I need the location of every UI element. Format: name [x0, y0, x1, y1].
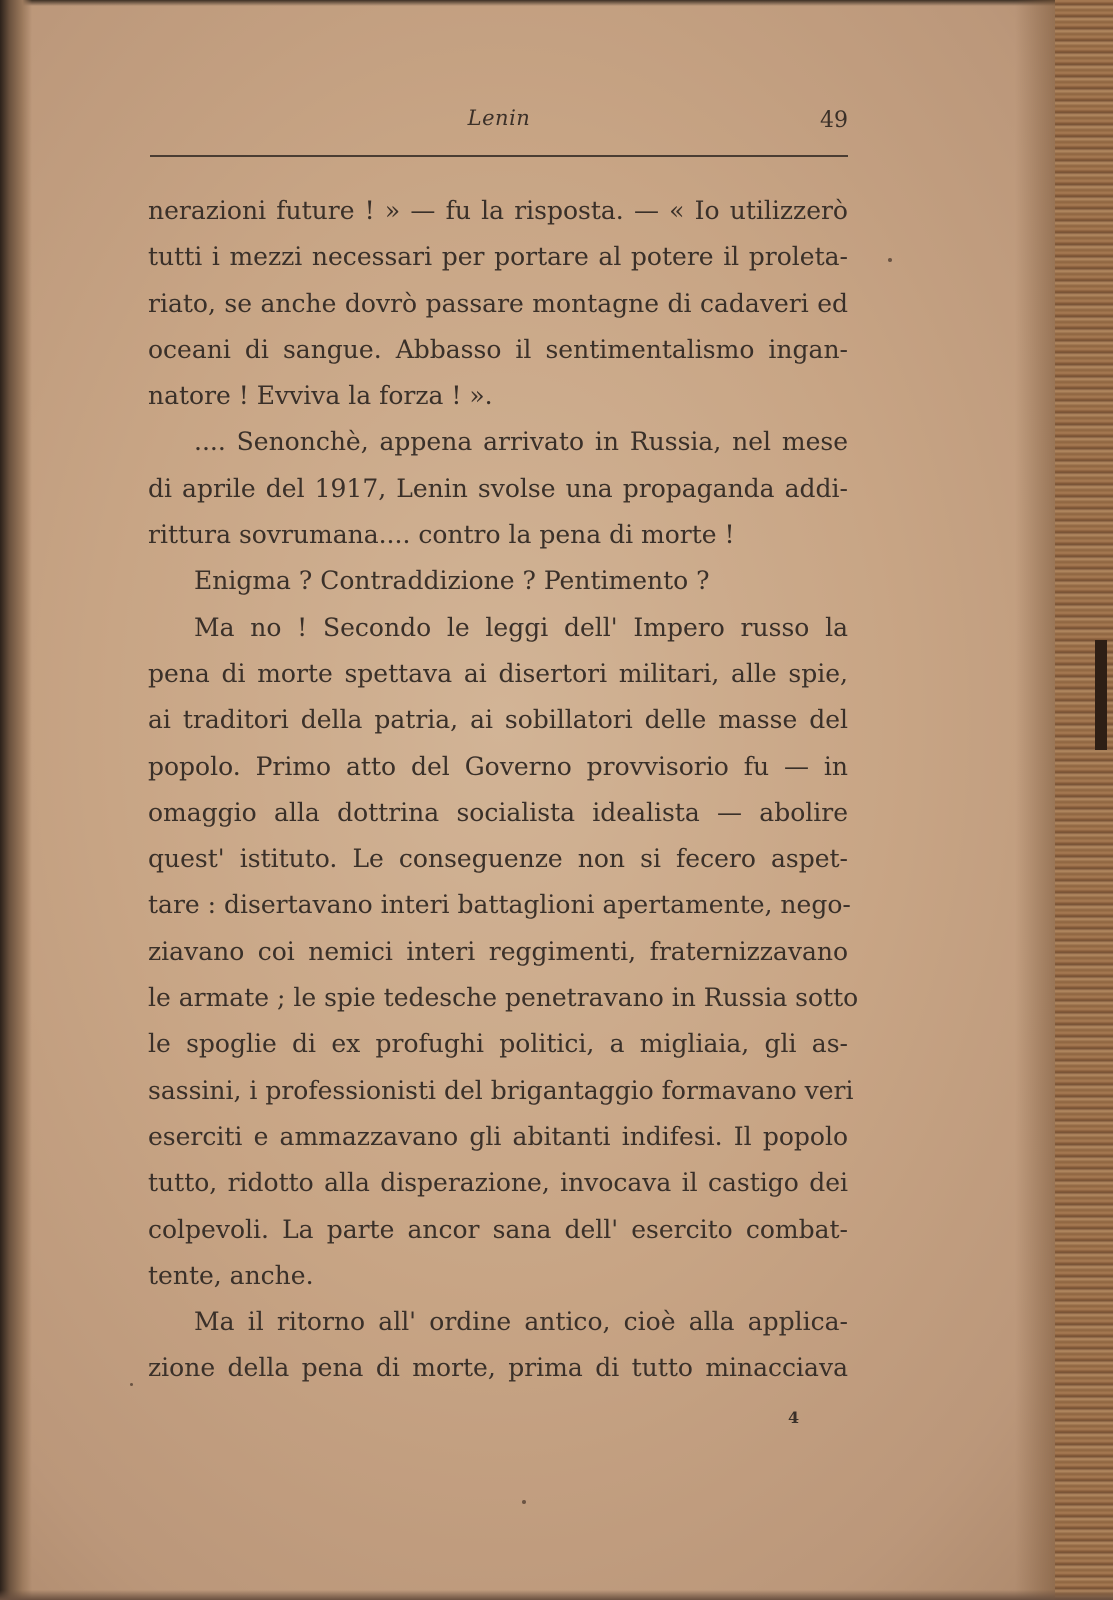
text-line: zione della pena di morte, prima di tutto minacciava — [148, 1353, 848, 1383]
text-line: omaggio alla dottrina socialista idealista — abolire — [148, 797, 848, 827]
text-line: rittura sovrumana.... contro la pena di morte ! — [148, 520, 735, 550]
text-line: di aprile del 1917, Lenin svolse una propaganda addi- — [148, 473, 848, 503]
text-line: eserciti e ammazzavano gli abitanti indifesi. Il popolo — [148, 1121, 848, 1151]
text-line: pena di morte spettava ai disertori militari, alle spie, — [148, 658, 848, 688]
text-line: natore ! Evviva la forza ! ». — [148, 381, 493, 411]
spine-shadow — [1015, 0, 1055, 1600]
text-line: le spoglie di ex profughi politici, a migliaia, gli as- — [148, 1029, 848, 1059]
page-header — [150, 100, 848, 140]
page-bottom-edge — [0, 1590, 1113, 1600]
paper-speck — [888, 258, 892, 262]
text-line: tutto, ridotto alla disperazione, invocava il castigo dei — [148, 1168, 848, 1198]
text-line: sassini, i professionisti del brigantaggio formavano veri — [148, 1075, 854, 1105]
text-line: Enigma ? Contraddizione ? Pentimento ? — [194, 566, 710, 596]
paper-speck — [522, 1500, 526, 1504]
text-line: ai traditori della patria, ai sobillatori delle masse del — [148, 705, 848, 735]
text-line: tare : disertavano interi battaglioni apertamente, nego- — [148, 890, 851, 920]
text-line: ziavano coi nemici interi reggimenti, fraternizzavano — [148, 936, 848, 966]
signature-mark: 4 — [788, 1408, 800, 1427]
text-line: tente, anche. — [148, 1260, 314, 1290]
page-top-edge — [0, 0, 1113, 6]
text-line: .... Senonchè, appena arrivato in Russia, nel mese — [194, 427, 848, 457]
header-rule — [150, 155, 848, 157]
text-line: colpevoli. La parte ancor sana dell' esercito combat- — [148, 1214, 848, 1244]
text-line: Ma no ! Secondo le leggi dell' Impero russo la — [194, 612, 848, 642]
running-title: Lenin — [467, 106, 531, 130]
body-text — [148, 188, 859, 1392]
text-line: oceani di sangue. Abbasso il sentimentalismo ingan- — [148, 334, 848, 364]
text-line: Ma il ritorno all' ordine antico, cioè alla applica- — [194, 1307, 848, 1337]
page-number: 49 — [820, 108, 848, 133]
text-line: riato, se anche dovrò passare montagne di cadaveri ed — [148, 288, 848, 318]
page-left-edge — [0, 0, 32, 1600]
spine-dark-patch — [1095, 640, 1107, 750]
paper-speck — [130, 1383, 133, 1386]
text-line: popolo. Primo atto del Governo provvisorio fu — in — [148, 751, 848, 781]
text-line: le armate ; le spie tedesche penetravano in Russia sotto — [148, 983, 859, 1013]
book-spine — [1055, 0, 1113, 1600]
text-line: quest' istituto. Le conseguenze non si fecero aspet- — [148, 844, 848, 874]
text-line: tutti i mezzi necessari per portare al potere il proleta- — [148, 242, 848, 272]
text-line: nerazioni future ! » — fu la risposta. — « Io utilizzerò — [148, 196, 848, 225]
